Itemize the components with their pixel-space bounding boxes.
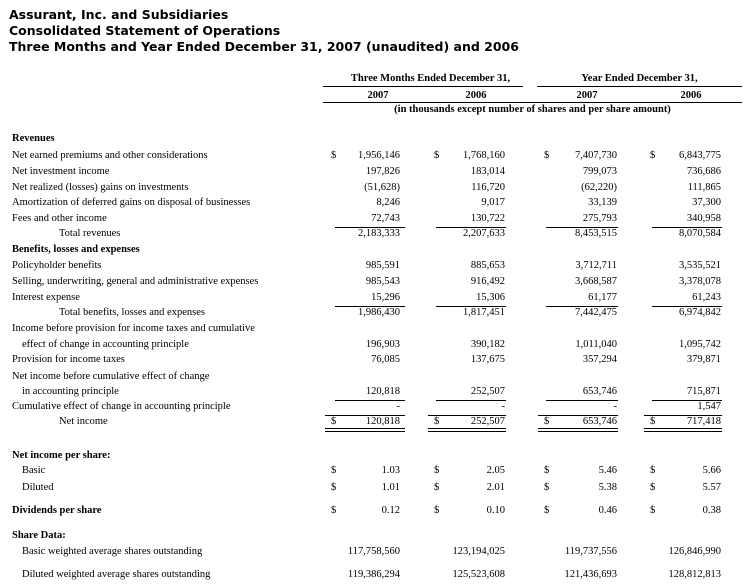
row-value: 120,818 [365,416,400,427]
row-value: 985,543 [365,276,400,287]
row-value: 3,712,711 [575,260,617,271]
dollar-sign: $ [544,416,550,427]
dollar-sign: $ [331,416,337,427]
dollar-sign: $ [650,505,656,516]
row-value: (62,220) [581,182,617,193]
column-group-rule [323,86,523,87]
row-value: 653,746 [582,416,617,427]
dollar-sign: $ [434,416,440,427]
dollar-sign: $ [434,465,440,476]
row-value: 1,011,040 [575,339,617,350]
row-value: 7,442,475 [575,307,617,318]
row-label: Share Data: [12,530,66,541]
row-label: Basic weighted average shares outstanding [22,546,203,557]
row-value: 340,958 [686,213,721,224]
subtotal-rule [652,306,722,307]
row-value: 130,722 [470,213,505,224]
row-label: Net investment income [12,166,110,177]
row-label: Diluted [22,482,54,493]
row-value: - [396,401,400,412]
row-value: 0.10 [486,505,505,516]
row-value: 5.66 [702,465,721,476]
row-value: 799,073 [582,166,617,177]
dollar-sign: $ [544,505,550,516]
column-group-header-three-months: Three Months Ended December 31, [350,73,511,84]
row-label: Net income [59,416,108,427]
row-label: effect of change in accounting principle [22,339,189,350]
row-value: 3,535,521 [679,260,721,271]
row-value: 119,737,556 [564,546,617,557]
row-value: 2.05 [486,465,505,476]
subtotal-rule [652,400,722,401]
row-value: 1.01 [381,482,400,493]
row-value: 111,865 [687,182,721,193]
row-value: 390,182 [470,339,505,350]
row-value: 33,139 [588,197,617,208]
row-value: 1,956,146 [358,150,400,161]
row-label: Selling, underwriting, general and administrative expenses [12,276,259,287]
row-value: 5.46 [598,465,617,476]
dollar-sign: $ [544,150,550,161]
double-rule [538,428,618,432]
row-value: 715,871 [686,386,721,397]
row-label: Basic [22,465,46,476]
dollar-sign: $ [650,416,656,427]
statement-title: Consolidated Statement of Operations [9,23,281,38]
row-value: 196,903 [365,339,400,350]
subtotal-rule [652,227,722,228]
row-value: 252,507 [470,416,505,427]
subtotal-rule [335,227,405,228]
total-rule [428,415,506,416]
dollar-sign: $ [544,465,550,476]
row-value: 183,014 [470,166,505,177]
subtotal-rule [335,400,405,401]
row-value: 252,507 [470,386,505,397]
dollar-sign: $ [650,465,656,476]
row-value: 137,675 [470,354,505,365]
row-value: 1,986,430 [358,307,400,318]
row-value: 2.01 [486,482,505,493]
row-value: 5.57 [702,482,721,493]
row-value: 8,453,515 [575,228,617,239]
row-value: - [613,401,617,412]
subtotal-rule [436,306,506,307]
row-value: 2,183,333 [358,228,400,239]
row-value: 37,300 [692,197,721,208]
row-value: 985,591 [365,260,400,271]
dollar-sign: $ [544,482,550,493]
subtotal-rule [546,306,618,307]
dollar-sign: $ [331,482,337,493]
row-value: 197,826 [365,166,400,177]
double-rule [325,428,405,432]
subtotal-rule [546,227,618,228]
row-value: 72,743 [371,213,400,224]
row-label: Amortization of deferred gains on disposal of businesses [12,197,251,208]
row-label: Net earned premiums and other considerations [12,150,208,161]
dollar-sign: $ [434,482,440,493]
row-value: 8,070,584 [679,228,721,239]
row-label: Interest expense [12,292,80,303]
row-value: - [501,401,505,412]
subtotal-rule [436,400,506,401]
row-value: 916,492 [470,276,505,287]
row-value: 116,720 [471,182,505,193]
row-value: 61,243 [692,292,721,303]
row-value: 8,246 [376,197,400,208]
row-label: Provision for income taxes [12,354,125,365]
company-title: Assurant, Inc. and Subsidiaries [9,7,229,22]
year-header-2006-q: 2006 [465,90,487,101]
row-value: 2,207,633 [463,228,505,239]
column-group-rule [537,86,742,87]
row-value: 1,817,451 [463,307,505,318]
row-value: 1.03 [381,465,400,476]
period-title: Three Months and Year Ended December 31, 2007 (unaudited) and 2006 [9,39,519,54]
row-value: 5.38 [598,482,617,493]
dollar-sign: $ [434,150,440,161]
subtotal-rule [335,306,405,307]
row-value: 119,386,294 [347,569,400,580]
column-group-header-year: Year Ended December 31, [581,73,698,84]
row-value: 6,974,842 [679,307,721,318]
row-value: 120,818 [365,386,400,397]
row-label: Benefits, losses and expenses [12,244,140,255]
subtotal-rule [546,400,618,401]
dollar-sign: $ [331,465,337,476]
row-value: 1,095,742 [679,339,721,350]
row-label: Policyholder benefits [12,260,102,271]
row-label: Total benefits, losses and expenses [59,307,205,318]
total-rule [538,415,618,416]
row-label: Revenues [12,133,55,144]
row-value: 6,843,775 [679,150,721,161]
row-value: 121,436,693 [564,569,617,580]
total-rule [644,415,722,416]
year-header-2007-q: 2007 [367,90,389,101]
row-label: in accounting principle [22,386,119,397]
row-label: Net income per share: [12,450,111,461]
dollar-sign: $ [650,150,656,161]
row-value: 123,194,025 [452,546,505,557]
year-header-2007-y: 2007 [576,90,598,101]
row-label: Net income before cumulative effect of change [12,371,210,382]
row-value: 9,017 [481,197,505,208]
dollar-sign: $ [331,505,337,516]
row-value: 76,085 [371,354,400,365]
row-value: 125,523,608 [452,569,505,580]
row-value: 357,294 [582,354,617,365]
dollar-sign: $ [331,150,337,161]
row-value: 117,758,560 [347,546,400,557]
row-value: 1,547 [697,401,721,412]
row-value: 126,846,990 [668,546,721,557]
dollar-sign: $ [650,482,656,493]
row-value: 3,668,587 [575,276,617,287]
row-value: 15,306 [476,292,505,303]
double-rule [644,428,722,432]
row-label: Dividends per share [12,505,102,516]
row-label: Cumulative effect of change in accounting principle [12,401,231,412]
row-value: 61,177 [588,292,617,303]
row-value: 0.12 [381,505,400,516]
row-label: Net realized (losses) gains on investments [12,182,189,193]
row-value: 0.46 [598,505,617,516]
row-value: 1,768,160 [463,150,505,161]
row-label: Income before provision for income taxes and cumulative [12,323,255,334]
row-value: 653,746 [582,386,617,397]
row-value: 0.38 [702,505,721,516]
row-value: (51,628) [364,182,400,193]
row-value: 3,378,078 [679,276,721,287]
row-value: 717,418 [686,416,721,427]
row-value: 885,653 [470,260,505,271]
row-value: 7,407,730 [575,150,617,161]
units-note: (in thousands except number of shares and per share amount) [394,104,671,115]
dollar-sign: $ [434,505,440,516]
row-value: 128,812,813 [668,569,721,580]
year-header-2006-y: 2006 [680,90,702,101]
subtotal-rule [436,227,506,228]
double-rule [428,428,506,432]
row-value: 379,871 [686,354,721,365]
row-value: 15,296 [371,292,400,303]
row-value: 275,793 [582,213,617,224]
row-label: Fees and other income [12,213,107,224]
row-label: Total revenues [59,228,121,239]
row-value: 736,686 [686,166,721,177]
total-rule [325,415,405,416]
row-label: Diluted weighted average shares outstanding [22,569,211,580]
